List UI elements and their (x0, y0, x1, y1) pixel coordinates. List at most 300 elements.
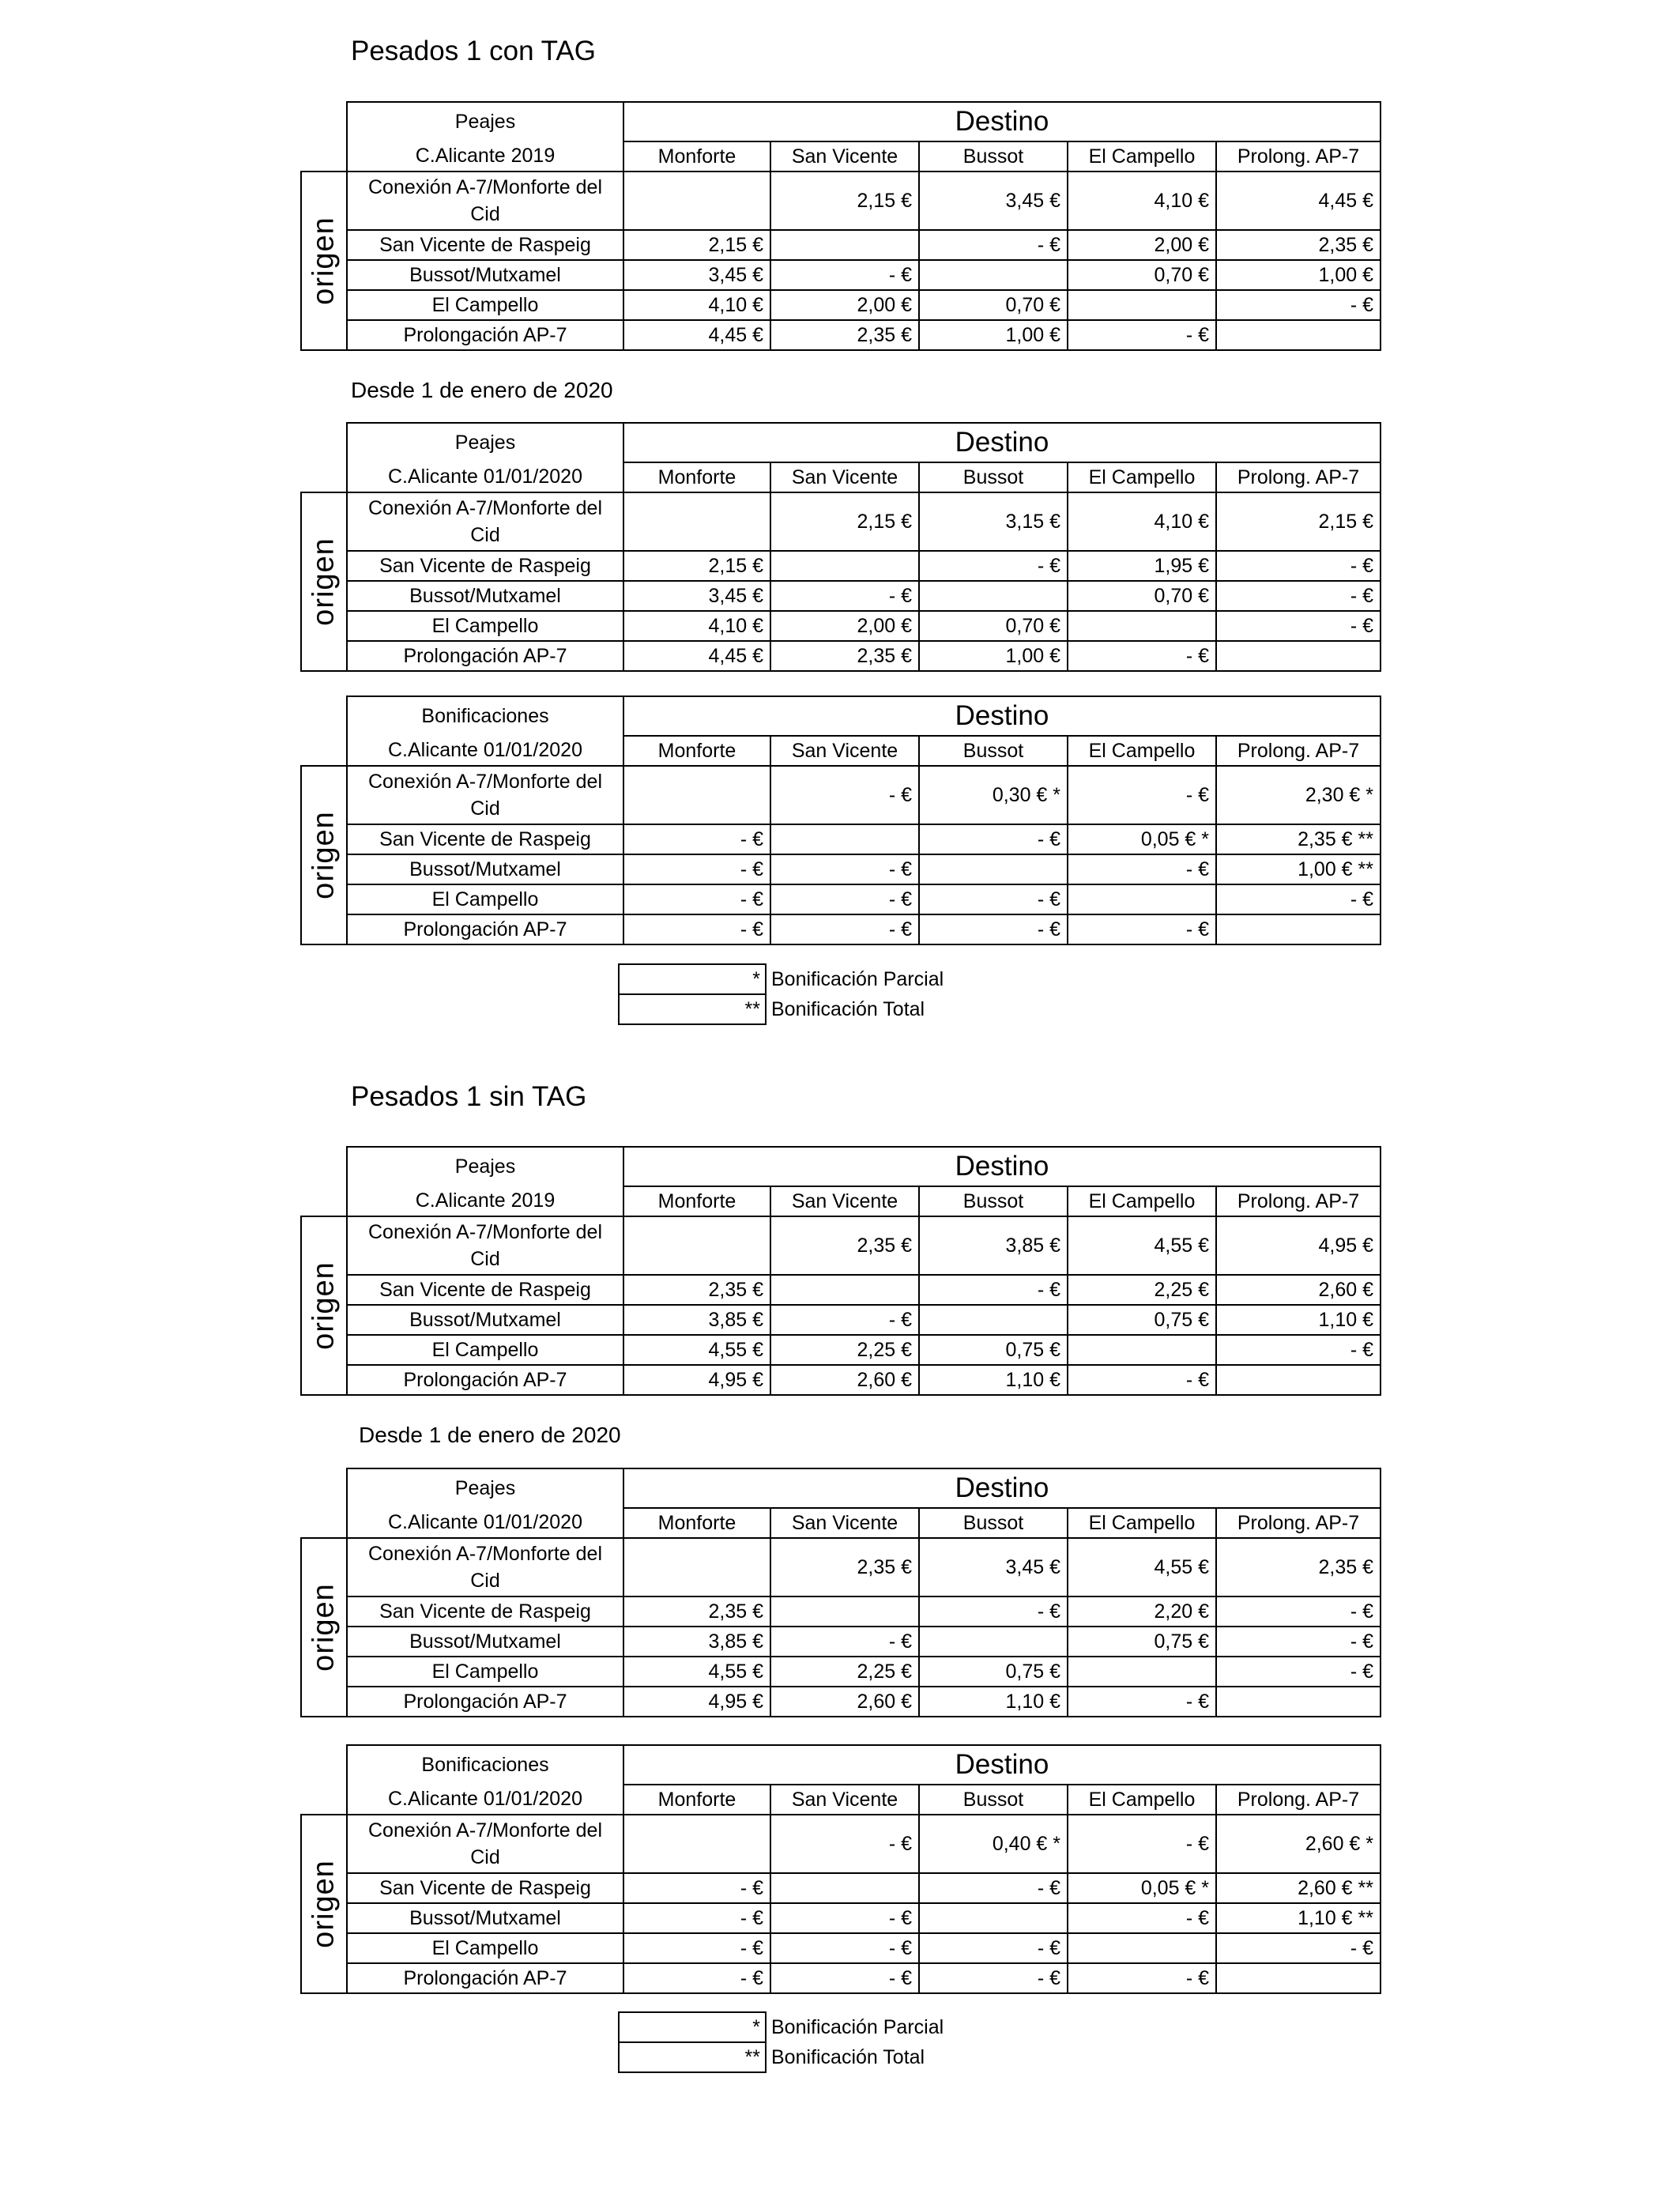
toll-cell: - € (623, 1963, 770, 1993)
toll-cell: 1,00 € (919, 641, 1068, 671)
origin-name: Prolongación AP-7 (347, 1963, 623, 1993)
toll-cell: - € (1216, 290, 1381, 320)
table-label: Peajes (347, 423, 623, 462)
toll-cell: - € (919, 551, 1068, 581)
legend-row (619, 2012, 1003, 2042)
origen-text: origen (307, 217, 341, 305)
toll-cell: - € (1068, 1815, 1216, 1873)
table-date: C.Alicante 2019 (347, 141, 623, 172)
table-label: Peajes (347, 102, 623, 141)
toll-cell: 2,35 € (623, 1275, 770, 1305)
toll-table (300, 1744, 1381, 1994)
toll-cell (1068, 1657, 1216, 1687)
origin-name: Conexión A-7/Monforte del Cid (347, 492, 623, 551)
toll-cell: 1,10 € (919, 1687, 1068, 1717)
toll-cell: - € (919, 1275, 1068, 1305)
toll-cell: 4,45 € (1216, 172, 1381, 230)
toll-cell (623, 1538, 770, 1596)
column-header-bussot: Bussot (919, 141, 1068, 172)
table-row (301, 1963, 1381, 1993)
table-row (301, 290, 1381, 320)
legend (618, 963, 1004, 1025)
toll-cell (919, 1903, 1068, 1933)
toll-cell: 2,00 € (770, 290, 919, 320)
column-header-monforte: Monforte (623, 1186, 770, 1216)
table-row (301, 1216, 1381, 1275)
toll-table (300, 696, 1381, 945)
table-row (301, 766, 1381, 824)
column-header-bussot: Bussot (919, 736, 1068, 766)
column-header-san-vicente: San Vicente (770, 462, 919, 492)
toll-cell: 2,15 € (770, 492, 919, 551)
table-row (301, 1687, 1381, 1717)
column-header-bussot: Bussot (919, 1186, 1068, 1216)
table-row (301, 1305, 1381, 1335)
origen-text: origen (307, 811, 341, 899)
toll-cell: 4,95 € (1216, 1216, 1381, 1275)
toll-cell: - € (1068, 1963, 1216, 1993)
legend-mark: ** (619, 994, 766, 1024)
origen-label (301, 1538, 347, 1717)
corner-empty (301, 102, 347, 141)
origin-name: Prolongación AP-7 (347, 914, 623, 944)
corner-empty (301, 1508, 347, 1538)
toll-cell: - € (1068, 1687, 1216, 1717)
toll-cell: 0,75 € (1068, 1627, 1216, 1657)
toll-cell: 0,70 € (1068, 260, 1216, 290)
table-row (301, 1933, 1381, 1963)
table-row (301, 914, 1381, 944)
toll-cell: - € (623, 1903, 770, 1933)
columns-row (301, 1508, 1381, 1538)
destino-header: Destino (623, 423, 1381, 462)
toll-cell: 4,55 € (1068, 1216, 1216, 1275)
origen-text: origen (307, 1261, 341, 1350)
origin-name: El Campello (347, 1657, 623, 1687)
table-subtitle: Desde 1 de enero de 2020 (359, 1423, 621, 1447)
header-row (301, 696, 1381, 736)
header-row (301, 1147, 1381, 1186)
toll-cell: 4,55 € (623, 1657, 770, 1687)
table-label: Bonificaciones (347, 696, 623, 736)
toll-cell (770, 1596, 919, 1627)
destino-header: Destino (623, 1468, 1381, 1508)
column-header-monforte: Monforte (623, 1785, 770, 1815)
header-row (301, 423, 1381, 462)
toll-cell (770, 230, 919, 260)
toll-cell: - € (919, 1873, 1068, 1903)
toll-cell: 3,45 € (919, 172, 1068, 230)
toll-cell: - € (1068, 1903, 1216, 1933)
toll-cell: 1,00 € (919, 320, 1068, 350)
toll-cell: - € (1068, 766, 1216, 824)
toll-cell (623, 492, 770, 551)
toll-cell: 4,55 € (623, 1335, 770, 1365)
toll-cell: - € (770, 1963, 919, 1993)
toll-cell: 0,40 € * (919, 1815, 1068, 1873)
toll-cell (1216, 1365, 1381, 1395)
toll-cell: 0,75 € (919, 1335, 1068, 1365)
corner-empty (301, 1186, 347, 1216)
toll-cell: - € (919, 824, 1068, 854)
toll-cell: 0,30 € * (919, 766, 1068, 824)
corner-empty (301, 1745, 347, 1785)
toll-cell: - € (770, 884, 919, 914)
table-row (301, 551, 1381, 581)
table-row (301, 320, 1381, 350)
toll-cell: 3,45 € (623, 581, 770, 611)
origin-name: San Vicente de Raspeig (347, 1275, 623, 1305)
toll-cell: 4,95 € (623, 1365, 770, 1395)
column-header-prolong-ap-7: Prolong. AP-7 (1216, 141, 1381, 172)
table-row (301, 1657, 1381, 1687)
table-row (301, 492, 1381, 551)
legend-text: Bonificación Parcial (771, 967, 944, 990)
column-header-san-vicente: San Vicente (770, 1186, 919, 1216)
section-title: Pesados 1 con TAG (351, 36, 596, 66)
toll-cell (919, 581, 1068, 611)
table-label: Peajes (347, 1147, 623, 1186)
toll-cell: 2,30 € * (1216, 766, 1381, 824)
corner-empty (301, 1468, 347, 1508)
origin-name: El Campello (347, 884, 623, 914)
table-date: C.Alicante 01/01/2020 (347, 462, 623, 492)
toll-cell: 3,45 € (919, 1538, 1068, 1596)
corner-empty (301, 736, 347, 766)
toll-cell (623, 1216, 770, 1275)
column-header-el-campello: El Campello (1068, 1186, 1216, 1216)
toll-cell: 2,35 € (770, 1216, 919, 1275)
toll-cell: 0,70 € (1068, 581, 1216, 611)
toll-cell: 2,00 € (1068, 230, 1216, 260)
column-header-prolong-ap-7: Prolong. AP-7 (1216, 1785, 1381, 1815)
column-header-el-campello: El Campello (1068, 1785, 1216, 1815)
table-date: C.Alicante 2019 (347, 1186, 623, 1216)
table-date: C.Alicante 01/01/2020 (347, 736, 623, 766)
table-row (301, 1627, 1381, 1657)
toll-cell: 4,10 € (1068, 172, 1216, 230)
table-row (301, 1903, 1381, 1933)
toll-cell: - € (770, 854, 919, 884)
toll-cell: - € (1216, 1627, 1381, 1657)
toll-cell: 2,15 € (1216, 492, 1381, 551)
toll-cell: 2,25 € (1068, 1275, 1216, 1305)
toll-cell: - € (770, 1627, 919, 1657)
toll-cell: - € (1216, 1596, 1381, 1627)
toll-cell (1216, 1687, 1381, 1717)
columns-row (301, 141, 1381, 172)
toll-cell: 3,85 € (623, 1305, 770, 1335)
toll-cell: - € (1068, 1365, 1216, 1395)
origin-name: Prolongación AP-7 (347, 320, 623, 350)
column-header-san-vicente: San Vicente (770, 1785, 919, 1815)
column-header-bussot: Bussot (919, 462, 1068, 492)
toll-cell: 0,75 € (1068, 1305, 1216, 1335)
toll-cell: 1,10 € (919, 1365, 1068, 1395)
toll-cell: 2,35 € ** (1216, 824, 1381, 854)
toll-cell: - € (623, 1933, 770, 1963)
toll-cell: 2,35 € (770, 641, 919, 671)
toll-cell: - € (770, 1305, 919, 1335)
legend-text: Bonificación Parcial (771, 2015, 944, 2038)
legend-mark: * (619, 964, 766, 994)
toll-table (300, 101, 1381, 351)
toll-cell: - € (770, 260, 919, 290)
toll-cell: - € (919, 884, 1068, 914)
columns-row (301, 736, 1381, 766)
toll-cell: - € (919, 1933, 1068, 1963)
toll-cell: 4,95 € (623, 1687, 770, 1717)
toll-cell: - € (623, 854, 770, 884)
toll-cell: 2,60 € (770, 1687, 919, 1717)
origen-text: origen (307, 537, 341, 626)
toll-cell: - € (770, 1903, 919, 1933)
header-row (301, 1745, 1381, 1785)
table-row (301, 581, 1381, 611)
toll-cell: - € (919, 1963, 1068, 1993)
toll-cell (919, 854, 1068, 884)
toll-cell: 4,45 € (623, 641, 770, 671)
toll-cell: 4,55 € (1068, 1538, 1216, 1596)
legend-row (619, 964, 1003, 994)
column-header-bussot: Bussot (919, 1508, 1068, 1538)
toll-cell: 2,35 € (770, 1538, 919, 1596)
toll-cell: - € (623, 1873, 770, 1903)
table-date: C.Alicante 01/01/2020 (347, 1785, 623, 1815)
toll-cell: 2,60 € ** (1216, 1873, 1381, 1903)
origin-name: San Vicente de Raspeig (347, 551, 623, 581)
origin-name: San Vicente de Raspeig (347, 230, 623, 260)
origin-name: Conexión A-7/Monforte del Cid (347, 766, 623, 824)
origen-text: origen (307, 1583, 341, 1672)
toll-cell: - € (1068, 641, 1216, 671)
origin-name: El Campello (347, 1933, 623, 1963)
origin-name: Conexión A-7/Monforte del Cid (347, 1538, 623, 1596)
table-subtitle: Desde 1 de enero de 2020 (351, 378, 613, 402)
table-row (301, 1815, 1381, 1873)
table-row (301, 1538, 1381, 1596)
toll-cell: 2,15 € (623, 230, 770, 260)
toll-cell: - € (770, 766, 919, 824)
toll-table (300, 1146, 1381, 1396)
origin-name: Conexión A-7/Monforte del Cid (347, 1815, 623, 1873)
toll-cell: 2,15 € (623, 551, 770, 581)
table-label: Bonificaciones (347, 1745, 623, 1785)
toll-cell: 2,00 € (770, 611, 919, 641)
toll-cell (919, 1627, 1068, 1657)
table-row (301, 172, 1381, 230)
column-header-el-campello: El Campello (1068, 1508, 1216, 1538)
origin-name: Bussot/Mutxamel (347, 1627, 623, 1657)
toll-cell: 2,25 € (770, 1335, 919, 1365)
toll-cell: 1,95 € (1068, 551, 1216, 581)
table-row (301, 1335, 1381, 1365)
legend-row (619, 2042, 1003, 2072)
toll-cell: 0,70 € (919, 611, 1068, 641)
table-row (301, 854, 1381, 884)
toll-cell (1216, 641, 1381, 671)
columns-row (301, 1785, 1381, 1815)
legend-mark: ** (619, 2042, 766, 2072)
toll-cell (623, 1815, 770, 1873)
toll-cell: - € (1068, 320, 1216, 350)
column-header-monforte: Monforte (623, 1508, 770, 1538)
toll-cell: 3,85 € (623, 1627, 770, 1657)
toll-cell: 2,20 € (1068, 1596, 1216, 1627)
column-header-san-vicente: San Vicente (770, 1508, 919, 1538)
toll-cell (1216, 320, 1381, 350)
toll-cell: 2,15 € (770, 172, 919, 230)
destino-header: Destino (623, 1147, 1381, 1186)
section-title: Pesados 1 sin TAG (351, 1081, 587, 1112)
table-date: C.Alicante 01/01/2020 (347, 1508, 623, 1538)
toll-cell: 2,25 € (770, 1657, 919, 1687)
toll-cell: 1,10 € ** (1216, 1903, 1381, 1933)
corner-empty (301, 423, 347, 462)
toll-cell: 4,10 € (623, 290, 770, 320)
toll-cell: - € (623, 884, 770, 914)
table-row (301, 884, 1381, 914)
origin-name: Bussot/Mutxamel (347, 1305, 623, 1335)
origen-label (301, 1815, 347, 1993)
origin-name: Bussot/Mutxamel (347, 581, 623, 611)
toll-cell: 4,10 € (623, 611, 770, 641)
table-row (301, 230, 1381, 260)
origen-label (301, 172, 347, 350)
toll-cell: 2,35 € (770, 320, 919, 350)
toll-cell: 0,70 € (919, 290, 1068, 320)
table-row (301, 1873, 1381, 1903)
toll-cell: - € (770, 914, 919, 944)
toll-cell: 2,35 € (1216, 230, 1381, 260)
table-label: Peajes (347, 1468, 623, 1508)
toll-cell: - € (770, 1933, 919, 1963)
column-header-prolong-ap-7: Prolong. AP-7 (1216, 736, 1381, 766)
toll-cell: - € (623, 914, 770, 944)
toll-cell (623, 172, 770, 230)
toll-cell: 1,10 € (1216, 1305, 1381, 1335)
toll-cell (1068, 1335, 1216, 1365)
column-header-monforte: Monforte (623, 736, 770, 766)
toll-cell: - € (1216, 1335, 1381, 1365)
toll-cell: - € (1068, 914, 1216, 944)
column-header-bussot: Bussot (919, 1785, 1068, 1815)
legend-row (619, 994, 1003, 1024)
legend (618, 2011, 1004, 2073)
toll-cell: 3,45 € (623, 260, 770, 290)
destino-header: Destino (623, 102, 1381, 141)
toll-table (300, 422, 1381, 672)
origin-name: El Campello (347, 611, 623, 641)
origin-name: Bussot/Mutxamel (347, 1903, 623, 1933)
origin-name: Prolongación AP-7 (347, 1365, 623, 1395)
table-row (301, 824, 1381, 854)
toll-cell: 1,00 € ** (1216, 854, 1381, 884)
toll-cell: - € (1216, 611, 1381, 641)
toll-cell: - € (1216, 1657, 1381, 1687)
toll-cell (1068, 611, 1216, 641)
toll-cell: 2,60 € (770, 1365, 919, 1395)
origin-name: San Vicente de Raspeig (347, 824, 623, 854)
toll-cell (1216, 1963, 1381, 1993)
toll-cell: - € (1216, 551, 1381, 581)
origin-name: El Campello (347, 1335, 623, 1365)
toll-cell: - € (1216, 1933, 1381, 1963)
toll-cell: - € (919, 1596, 1068, 1627)
toll-cell: - € (919, 914, 1068, 944)
table-row (301, 641, 1381, 671)
toll-cell: 0,05 € * (1068, 1873, 1216, 1903)
toll-cell: 2,60 € * (1216, 1815, 1381, 1873)
table-row (301, 611, 1381, 641)
column-header-san-vicente: San Vicente (770, 141, 919, 172)
column-header-monforte: Monforte (623, 141, 770, 172)
toll-cell: 0,05 € * (1068, 824, 1216, 854)
toll-cell: - € (1068, 854, 1216, 884)
table-row (301, 1365, 1381, 1395)
column-header-prolong-ap-7: Prolong. AP-7 (1216, 1186, 1381, 1216)
corner-empty (301, 462, 347, 492)
origin-name: Bussot/Mutxamel (347, 854, 623, 884)
columns-row (301, 462, 1381, 492)
legend-text: Bonificación Total (771, 2045, 925, 2068)
columns-row (301, 1186, 1381, 1216)
legend-mark: * (619, 2012, 766, 2042)
table-row (301, 1275, 1381, 1305)
corner-empty (301, 1785, 347, 1815)
toll-cell: 1,00 € (1216, 260, 1381, 290)
origin-name: Prolongación AP-7 (347, 641, 623, 671)
toll-cell: 0,75 € (919, 1657, 1068, 1687)
column-header-el-campello: El Campello (1068, 736, 1216, 766)
toll-cell (1068, 290, 1216, 320)
toll-cell (770, 551, 919, 581)
origin-name: El Campello (347, 290, 623, 320)
toll-cell (1068, 884, 1216, 914)
legend-text: Bonificación Total (771, 997, 925, 1020)
corner-empty (301, 696, 347, 736)
toll-cell: 2,35 € (623, 1596, 770, 1627)
origin-name: San Vicente de Raspeig (347, 1873, 623, 1903)
corner-empty (301, 141, 347, 172)
toll-cell: 2,60 € (1216, 1275, 1381, 1305)
toll-cell (1216, 914, 1381, 944)
toll-cell (770, 1275, 919, 1305)
toll-cell: - € (1216, 884, 1381, 914)
origen-label (301, 1216, 347, 1395)
column-header-prolong-ap-7: Prolong. AP-7 (1216, 1508, 1381, 1538)
origin-name: Prolongación AP-7 (347, 1687, 623, 1717)
toll-cell (623, 766, 770, 824)
table-row (301, 1596, 1381, 1627)
toll-cell: 3,15 € (919, 492, 1068, 551)
column-header-prolong-ap-7: Prolong. AP-7 (1216, 462, 1381, 492)
column-header-san-vicente: San Vicente (770, 736, 919, 766)
origen-label (301, 492, 347, 671)
toll-cell: 2,35 € (1216, 1538, 1381, 1596)
toll-cell (1068, 1933, 1216, 1963)
origen-label (301, 766, 347, 944)
column-header-monforte: Monforte (623, 462, 770, 492)
toll-cell: - € (623, 824, 770, 854)
toll-cell (770, 1873, 919, 1903)
corner-empty (301, 1147, 347, 1186)
toll-cell: - € (770, 1815, 919, 1873)
toll-cell: - € (770, 581, 919, 611)
toll-cell: 3,85 € (919, 1216, 1068, 1275)
origin-name: Conexión A-7/Monforte del Cid (347, 1216, 623, 1275)
header-row (301, 1468, 1381, 1508)
